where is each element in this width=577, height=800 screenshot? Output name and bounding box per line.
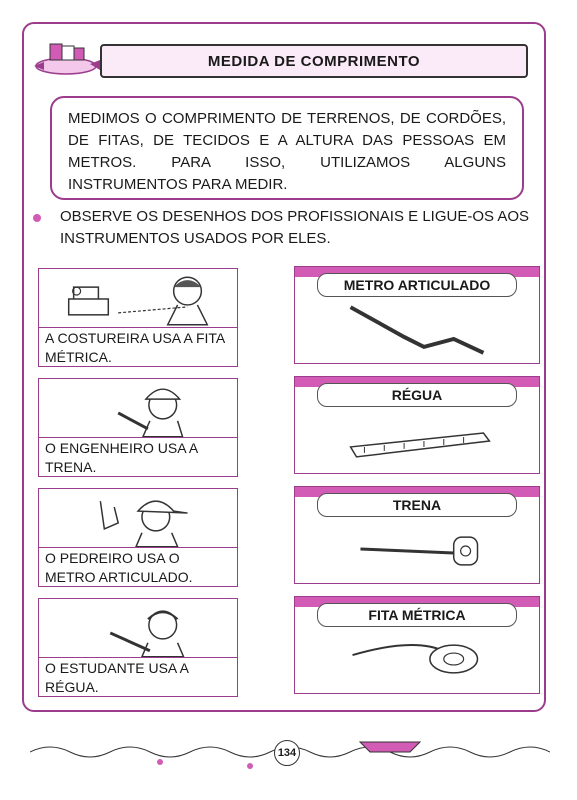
bricklayer-illustration xyxy=(39,489,237,547)
instrument-card-measuring-tape[interactable] xyxy=(294,596,540,694)
professional-caption: O ENGENHEIRO USA A TRENA. xyxy=(39,437,237,478)
instrument-label: RÉGUA xyxy=(317,383,517,407)
title-banner xyxy=(100,44,528,78)
instrument-card-ruler[interactable] xyxy=(294,376,540,474)
professional-caption: A COSTUREIRA USA A FITA MÉTRICA. xyxy=(39,327,237,368)
measuring-tape-icon xyxy=(295,627,539,693)
bullet-icon xyxy=(33,214,41,222)
student-illustration xyxy=(39,599,237,657)
professional-card-bricklayer[interactable] xyxy=(38,488,238,587)
professional-card-student[interactable] xyxy=(38,598,238,697)
instrument-label: METRO ARTICULADO xyxy=(317,273,517,297)
professional-card-engineer[interactable] xyxy=(38,378,238,477)
instrument-card-tape-measure[interactable] xyxy=(294,486,540,584)
instrument-label: TRENA xyxy=(317,493,517,517)
instrument-card-folding-rule[interactable] xyxy=(294,266,540,364)
professional-caption: O PEDREIRO USA O METRO ARTICULADO. xyxy=(39,547,237,588)
page-title: MEDIDA DE COMPRIMENTO xyxy=(207,52,421,70)
seamstress-illustration xyxy=(39,269,237,327)
intro-box xyxy=(50,96,524,200)
ruler-icon xyxy=(295,407,539,473)
professional-card-seamstress[interactable] xyxy=(38,268,238,367)
professional-caption: O ESTUDANTE USA A RÉGUA. xyxy=(39,657,237,698)
engineer-illustration xyxy=(39,379,237,437)
tape-measure-icon xyxy=(295,517,539,583)
abc-airplane-logo xyxy=(30,36,102,84)
intro-text: MEDIMOS O COMPRIMENTO DE TERRENOS, DE CORDÕES, DE FITAS, DE TECIDOS E A ALTURA DAS PESSOAS EM METROS. PARA ISSO, UTILIZAMOS ALGUNS INSTRUMENTOS PARA MEDIR. xyxy=(68,110,506,193)
instrument-label: FITA MÉTRICA xyxy=(317,603,517,627)
page-number: 134 xyxy=(274,740,300,766)
folding-rule-icon xyxy=(295,297,539,363)
instruction-text: OBSERVE OS DESENHOS DOS PROFISSIONAIS E LIGUE-OS AOS INSTRUMENTOS USADOS POR ELES. xyxy=(60,208,530,247)
